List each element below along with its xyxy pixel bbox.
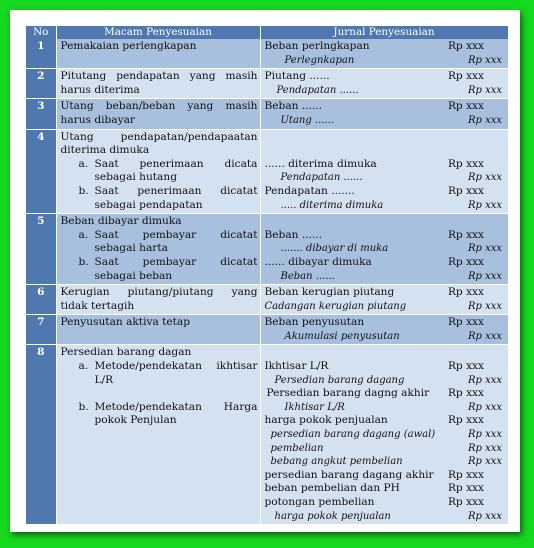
account-name: Beban penyusutan [264,316,365,329]
journal-credit-line [265,374,503,388]
header-no: No [26,26,56,39]
sub-item-letter: a. [78,228,89,241]
journal-debit-line [265,158,503,172]
table-row [26,315,508,345]
journal-credit-line [265,455,503,469]
journal-entry-cell [260,285,508,315]
account-name: potongan pembelian [264,496,375,508]
adjustment-type-text: Penyusutan aktiva tetap [60,316,191,329]
amount: Rp xxx [447,387,484,400]
account-name: harga pokok penjualan [274,510,391,522]
journal-credit-line [265,114,503,128]
journal-entry-cell [260,39,508,69]
journal-credit-line [265,300,503,314]
journal-credit-line [265,270,503,284]
account-name: ..... diterima dimuka [280,199,384,211]
journal-debit-line [265,414,503,428]
adjustment-type-text: Pitutang pendapatan yang masih harus diterima [60,70,258,96]
adjustment-type-cell [56,214,260,285]
journal-debit-line [265,256,503,270]
account-name: ...... diterima dimuka [264,157,377,170]
journal-debit-line [265,387,503,401]
adjustment-type-cell [56,99,260,129]
amount: Rp xxx [467,330,502,342]
amount: Rp xxx [447,255,484,268]
account-name: ...... dibayar dimuka [264,255,372,268]
journal-debit-line [265,40,503,54]
account-name: Persedian barang dagang [274,374,405,386]
adjustment-sub-item [61,401,258,428]
journal-credit-line [265,54,503,68]
sub-item-letter: b. [78,400,89,413]
journal-entry-cell [260,345,508,525]
table-body [26,39,508,525]
sub-item-letter: a. [78,360,89,373]
adjustment-type-text: Beban dibayar dimuka [60,215,182,228]
journal-credit-line [265,401,503,415]
account-name: Ikhtisar L/R [264,360,329,373]
amount: Rp xxx [447,482,484,495]
amount: Rp xxx [467,510,502,522]
journal-credit-line [265,171,503,185]
adjustment-sub-item [61,360,258,387]
journal-debit-line [265,229,503,243]
account-name: persedian barang dagang akhir [264,468,434,481]
amount: Rp xxx [447,286,484,299]
journal-debit-line [265,100,503,114]
sub-item-letter: b. [78,255,89,268]
journal-entry-cell [260,214,508,285]
sub-item-text: Saat pembayar dicatat sebagai beban [94,255,258,282]
journal-debit-line [265,185,503,199]
amount: Rp xxx [447,496,484,508]
adjustment-sub-item [61,185,258,212]
adjustment-sub-item [61,158,258,185]
amount: Rp xxx [447,100,484,113]
adjustment-type-cell [56,69,260,99]
account-name: pembelian [270,442,324,454]
amount: Rp xxx [467,374,502,386]
amount: Rp xxx [447,316,484,329]
account-name: Beban ...... [264,100,323,113]
sub-item-letter: a. [78,157,89,170]
journal-entry-cell [260,69,508,99]
amount: Rp xxx [467,429,502,441]
journal-debit-line [265,482,503,496]
amount: Rp xxx [467,84,502,96]
account-name: Perlegnkapan [284,54,355,66]
journal-credit-line [265,510,503,524]
adjustment-type-text: Kerugian piutang/piutang yang tidak tertagih [60,286,258,312]
account-name: Ikhtisar L/R [284,401,345,413]
header-jurnal: Jurnal Penyesuaian [260,26,508,39]
header-macam: Macam Penyesuaian [56,26,260,39]
row-number: 6 [26,285,56,315]
adjustment-type-cell [56,285,260,315]
journal-credit-line [265,84,503,98]
row-number: 5 [26,214,56,285]
adjustment-type-text: Pemakaian perlengkapan [60,40,197,52]
row-number: 1 [26,39,56,69]
table-row [26,69,508,99]
account-name: Beban ...... [280,270,335,282]
adjustment-type-cell [56,315,260,345]
journal-credit-line [265,442,503,456]
adjustment-type-cell [56,345,260,525]
amount: Rp xxx [447,360,484,373]
amount: Rp xxx [447,184,484,197]
table-row [26,285,508,315]
amount: Rp xxx [447,40,484,52]
account-name: Beban kerugian piutang [264,286,395,299]
sub-item-text: Saat penerimaan dicata sebagai hutang [94,157,258,184]
account-name: beban pembelian dan PH [264,482,400,495]
amount: Rp xxx [447,70,484,83]
journal-credit-line [265,199,503,213]
account-name: Beban perlngkapan [264,40,370,52]
adjustment-type-cell [56,129,260,214]
table-header-row [26,26,508,39]
sub-item-letter: b. [78,184,89,197]
row-number: 2 [26,69,56,99]
sub-item-text: Metode/pendekatan ikhtisar L/R [94,360,258,386]
journal-credit-line [265,242,503,256]
sub-item-text: Saat penerimaan dicatat sebagai pendapatan [94,184,258,211]
adjustment-type-text: Persedian barang dagan [60,346,192,359]
amount: Rp xxx [467,442,502,454]
journal-debit-line [265,496,503,510]
amount: Rp xxx [467,243,502,255]
adjustment-type-text: Utang beban/beban yang masih harus dibayar [60,100,258,126]
account-name: Pendapatan ...... [280,172,363,184]
journal-debit-line [265,469,503,483]
account-name: bebang angkut pembelian [270,456,403,468]
journal-debit-line [265,286,503,300]
amount: Rp xxx [447,414,484,427]
amount: Rp xxx [467,401,502,413]
amount: Rp xxx [467,114,502,126]
adjustment-sub-item [61,229,258,256]
adjustment-type-cell [56,39,260,69]
table-row [26,129,508,214]
table-row [26,345,508,525]
document-frame [10,10,520,532]
amount: Rp xxx [447,228,484,241]
row-number: 8 [26,345,56,525]
amount: Rp xxx [467,199,502,211]
journal-debit-line [265,70,503,84]
amount: Rp xxx [467,54,502,66]
account-name: Persedian barang dagng akhir [266,387,430,400]
journal-entry-cell [260,99,508,129]
table-row [26,99,508,129]
amount: Rp xxx [467,270,502,282]
row-number: 4 [26,129,56,214]
account-name: Piutang ...... [264,70,330,83]
account-name: persedian barang dagang (awal) [270,429,436,441]
journal-debit-line [265,360,503,374]
table-row [26,214,508,285]
journal-entry-cell [260,129,508,214]
row-number: 3 [26,99,56,129]
adjustment-sub-item [61,256,258,283]
amount: Rp xxx [467,300,502,312]
journal-credit-line [265,428,503,442]
account-name: Pendapatan ....... [264,184,355,197]
journal-entry-cell [260,315,508,345]
amount: Rp xxx [467,456,502,468]
account-name: Beban ...... [264,228,323,241]
journal-debit-line [265,316,503,330]
adjustment-table [26,26,509,525]
amount: Rp xxx [447,157,484,170]
table-row [26,39,508,69]
account-name: Pendapatan ...... [276,84,359,96]
sub-item-text: Saat pembayar dicatat sebagai harta [94,228,258,255]
row-number: 7 [26,315,56,345]
account-name: ....... dibayar di muka [280,243,389,255]
account-name: Akumulasi penyusutan [284,330,400,342]
amount: Rp xxx [467,172,502,184]
sub-item-text: Metode/pendekatan Harga pokok Penjulan [94,400,258,427]
adjustment-type-text: Utang pendapatan/pendapaatan diterima dimuka [60,130,258,157]
account-name: Utang ...... [280,114,335,126]
account-name: Cadangan kerugian piutang [264,300,407,312]
account-name: harga pokok penjualan [264,414,388,427]
journal-credit-line [265,330,503,344]
amount: Rp xxx [447,468,484,481]
